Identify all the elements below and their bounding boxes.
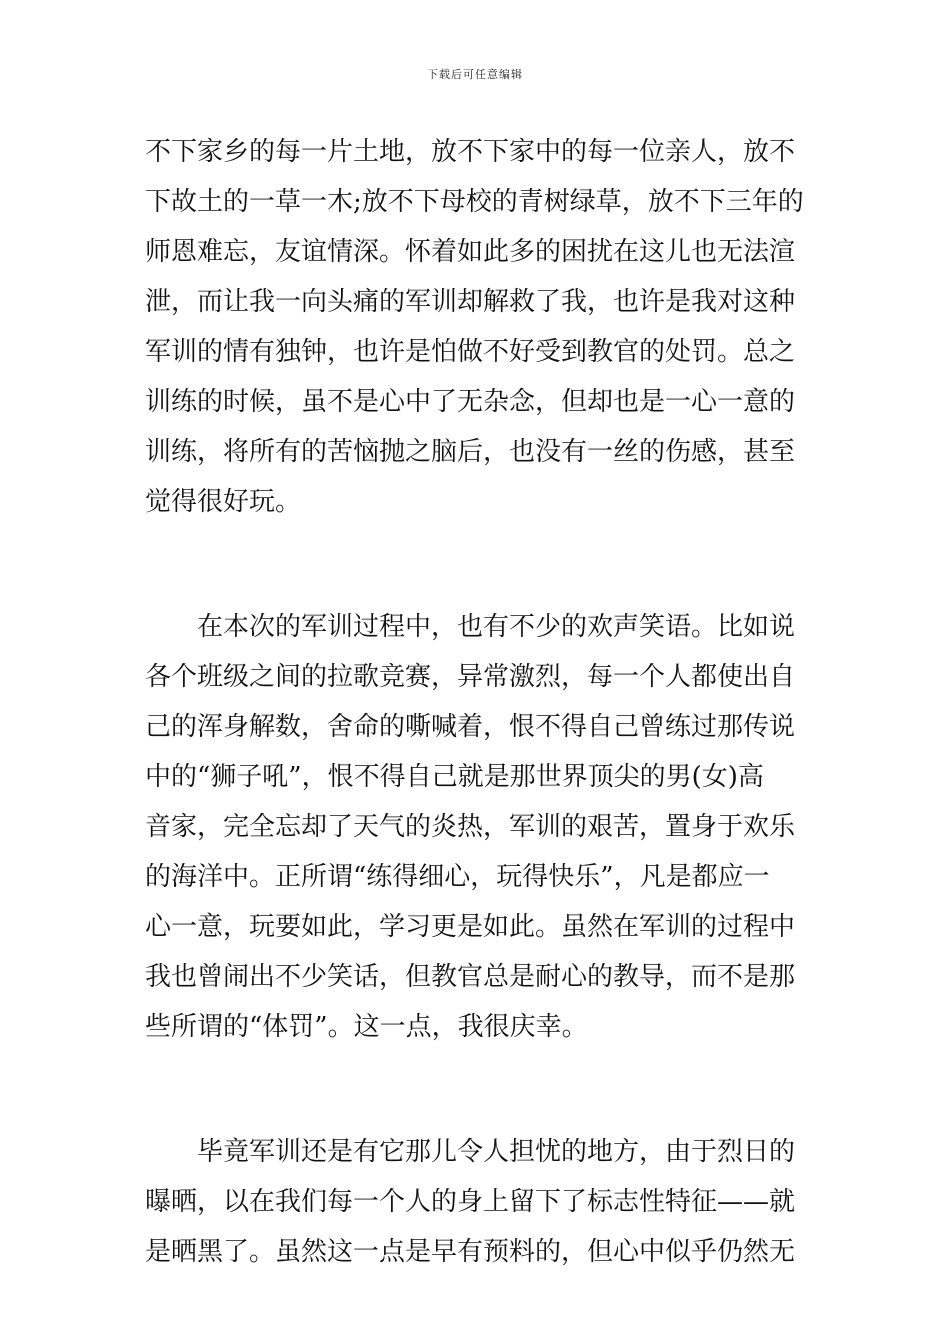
- text-line: 音家，完全忘却了天气的炎热，军训的艰苦，置身于欢乐: [145, 812, 796, 842]
- text-line: 各个班级之间的拉歌竞赛，异常激烈，每一个人都使出自: [145, 662, 796, 692]
- text-line: 师恩难忘，友谊情深。怀着如此多的困扰在这儿也无法渲: [145, 237, 796, 267]
- text-line: 军训的情有独钟，也许是怕做不好受到教官的处罚。总之: [145, 337, 796, 367]
- text-line: 我也曾闹出不少笑话，但教官总是耐心的教导，而不是那: [145, 962, 796, 992]
- text-line: 训练，将所有的苦恼抛之脑后，也没有一丝的伤感，甚至: [145, 437, 796, 467]
- text-line: 的海洋中。正所谓“练得细心，玩得快乐”，凡是都应一: [145, 862, 770, 892]
- text-line: 心一意，玩要如此，学习更是如此。虽然在军训的过程中: [145, 912, 796, 942]
- text-line: 中的“狮子吼”，恨不得自己就是那世界顶尖的男(女)高: [145, 762, 764, 792]
- text-line: 训练的时候，虽不是心中了无杂念，但却也是一心一意的: [145, 387, 796, 417]
- text-line: 泄，而让我一向头痛的军训却解救了我，也许是我对这种: [145, 287, 796, 317]
- text-line: 在本次的军训过程中，也有不少的欢声笑语。比如说: [197, 612, 796, 642]
- paragraph-2: [145, 602, 805, 1052]
- paragraph-3: [145, 1127, 805, 1277]
- text-line: 是晒黑了。虽然这一点是早有预料的，但心中似乎仍然无: [145, 1237, 796, 1267]
- paragraph-gap: [145, 1052, 805, 1127]
- text-line: 己的浑身解数，舍命的嘶喊着，恨不得自己曾练过那传说: [145, 712, 796, 742]
- text-line: 觉得很好玩。: [145, 487, 302, 517]
- text-line: 些所谓的“体罚”。这一点，我很庆幸。: [145, 1012, 588, 1042]
- text-line: 毕竟军训还是有它那儿令人担忧的地方，由于烈日的: [197, 1137, 796, 1167]
- paragraph-1: [145, 127, 805, 527]
- page-header: 下载后可任意编辑: [427, 68, 523, 81]
- text-line: 下故土的一草一木;放不下母校的青树绿草，放不下三年的: [145, 187, 804, 217]
- paragraph-gap: [145, 527, 805, 602]
- text-line: 不下家乡的每一片土地，放不下家中的每一位亲人，放不: [145, 137, 796, 167]
- document-body: [145, 127, 805, 1277]
- text-line: 曝晒，以在我们每一个人的身上留下了标志性特征——就: [145, 1187, 796, 1217]
